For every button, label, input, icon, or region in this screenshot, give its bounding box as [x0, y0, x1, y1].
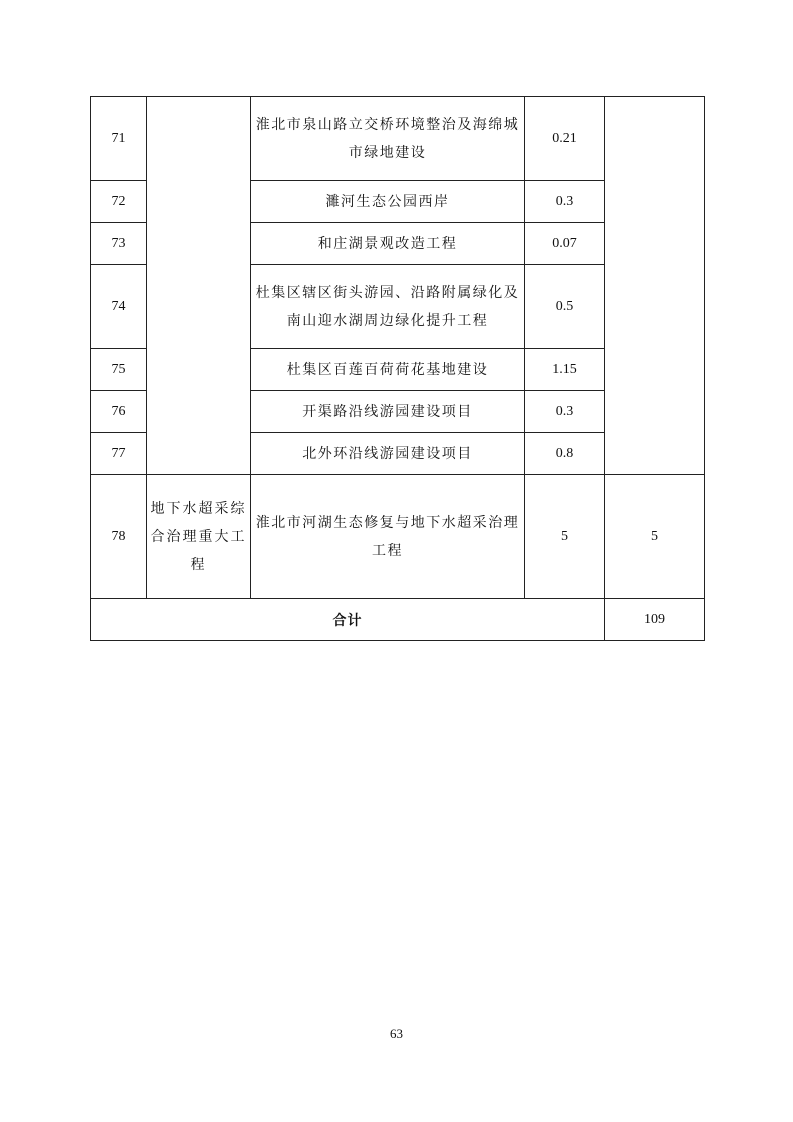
project-name: 杜集区百莲百荷荷花基地建设: [251, 349, 525, 391]
row-number: 71: [91, 97, 147, 181]
project-name: 北外环沿线游园建设项目: [251, 433, 525, 475]
investment-value: 0.07: [525, 223, 605, 265]
subtotal-value: 5: [605, 475, 705, 599]
total-row: [91, 599, 705, 641]
project-name: 淮北市河湖生态修复与地下水超采治理工程: [251, 475, 525, 599]
project-name: 和庄湖景观改造工程: [251, 223, 525, 265]
project-category: 地下水超采综合治理重大工程: [147, 475, 251, 599]
project-name: 开渠路沿线游园建设项目: [251, 391, 525, 433]
project-name: 淮北市泉山路立交桥环境整治及海绵城市绿地建设: [251, 97, 525, 181]
page-number: 63: [390, 1026, 403, 1041]
investment-value: 1.15: [525, 349, 605, 391]
row-number: 78: [91, 475, 147, 599]
row-number: 73: [91, 223, 147, 265]
category-cell-empty: [147, 97, 251, 475]
investment-value: 0.5: [525, 265, 605, 349]
investment-value: 0.3: [525, 391, 605, 433]
project-name: 杜集区辖区街头游园、沿路附属绿化及南山迎水湖周边绿化提升工程: [251, 265, 525, 349]
row-number: 75: [91, 349, 147, 391]
project-name: 濉河生态公园西岸: [251, 181, 525, 223]
total-label: 合计: [91, 599, 605, 641]
table-row: [91, 475, 705, 599]
total-value: 109: [605, 599, 705, 641]
row-number: 77: [91, 433, 147, 475]
subtotal-cell-empty: [605, 97, 705, 475]
row-number: 76: [91, 391, 147, 433]
investment-value: 5: [525, 475, 605, 599]
investment-value: 0.21: [525, 97, 605, 181]
investment-value: 0.3: [525, 181, 605, 223]
investment-value: 0.8: [525, 433, 605, 475]
table-row: [91, 97, 705, 181]
project-table: [90, 96, 705, 641]
row-number: 72: [91, 181, 147, 223]
row-number: 74: [91, 265, 147, 349]
